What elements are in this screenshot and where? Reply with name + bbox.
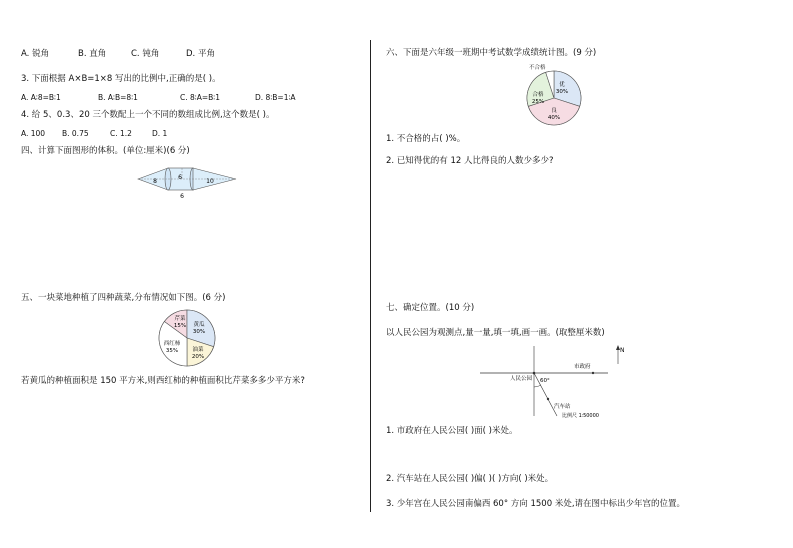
veg-pct-rape: 20% (191, 354, 205, 360)
q4-option-d: D. 1 (152, 129, 168, 138)
q3-option-c: C. 8∶A=B∶1 (180, 93, 221, 102)
score-pie-chart (526, 70, 582, 126)
q3-option-a: A. A∶8=B∶1 (21, 93, 61, 102)
question-7-2: 2. 汽车站在人民公园( )偏( )( )方向( )米处。 (386, 474, 554, 484)
veg-label-cucumber: 黄瓜 (193, 322, 205, 328)
composite-solid-figure (138, 164, 238, 200)
q2-option-a: A. 锐角 (21, 49, 50, 59)
question-6-1: 1. 不合格的占( )%。 (386, 134, 466, 144)
q4-stem: 4. 给 5、0.3、20 三个数配上一个不同的数组成比例,这个数是( )。 (21, 110, 275, 120)
vegetable-pie-chart (158, 309, 216, 367)
city-hall-label: 市政府 (574, 364, 591, 370)
score-label-excellent: 优 (559, 82, 565, 88)
dim-bottom: 6 (180, 193, 184, 200)
veg-pct-tomato: 35% (165, 348, 179, 354)
question-7-3: 3. 少年宫在人民公园南偏西 60° 方向 1500 米处,请在图中标出少年宫的位置。 (386, 499, 686, 509)
veg-label-tomato: 西红柿 (163, 341, 181, 347)
q3-option-d: D. 8∶B=1∶A (255, 93, 296, 102)
q2-option-b: B. 直角 (78, 49, 107, 59)
dim-right: 10 (206, 178, 214, 185)
q3-stem: 3. 下面根据 A×B=1×8 写出的比例中,正确的是( )。 (21, 74, 221, 84)
q2-option-c: C. 钝角 (131, 49, 160, 59)
score-label-pass: 合格 (532, 92, 544, 98)
angle-label: 60° (540, 378, 550, 384)
angle-arc (534, 385, 541, 387)
section-4-title: 四、计算下面图形的体积。(单位:厘米)(6 分) (21, 146, 190, 156)
q2-option-d: D. 平角 (186, 49, 215, 59)
q4-option-a: A. 100 (21, 129, 46, 138)
q4-option-c: C. 1.2 (110, 129, 132, 138)
score-pct-pass: 25% (531, 99, 545, 105)
veg-pct-cucumber: 30% (192, 329, 206, 335)
q4-option-b: B. 0.75 (62, 129, 89, 138)
scale-label: 比例尺 1∶50000 (562, 413, 599, 419)
section-5-title: 五、一块菜地种植了四种蔬菜,分布情况如下图。(6 分) (21, 293, 226, 303)
score-label-fail: 不合格 (529, 65, 546, 71)
column-divider (370, 40, 371, 512)
veg-label-rape: 油菜 (192, 347, 204, 353)
score-pct-good: 40% (547, 115, 561, 121)
section-6-title: 六、下面是六年级一班期中考试数学成绩统计图。(9 分) (386, 48, 597, 58)
dim-left: 8 (153, 178, 157, 185)
dim-mid: 6 (178, 174, 182, 181)
position-map (478, 342, 628, 420)
station-point (547, 398, 549, 400)
q3-option-b: B. A∶B=8∶1 (98, 93, 138, 102)
station-label: 汽车站 (554, 404, 571, 410)
section-5-question: 若黄瓜的种植面积是 150 平方米,则西红柿的种植面积比芹菜多多少平方米? (21, 376, 305, 386)
park-point (533, 372, 536, 375)
question-7-1: 1. 市政府在人民公园( )面( )米处。 (386, 426, 518, 436)
city-hall-point (592, 372, 594, 374)
section-7-title: 七、确定位置。(10 分) (386, 303, 475, 313)
veg-pct-celery: 15% (173, 323, 187, 329)
veg-label-celery: 芹菜 (174, 316, 186, 322)
north-label: N (620, 347, 625, 354)
score-label-good: 良 (551, 108, 557, 114)
question-6-2: 2. 已知得优的有 12 人比得良的人数少多少? (386, 156, 554, 166)
park-label: 人民公园 (509, 376, 532, 382)
score-pct-excellent: 30% (555, 89, 569, 95)
section-7-intro: 以人民公园为观测点,量一量,填一填,画一画。(取整厘米数) (386, 328, 605, 338)
